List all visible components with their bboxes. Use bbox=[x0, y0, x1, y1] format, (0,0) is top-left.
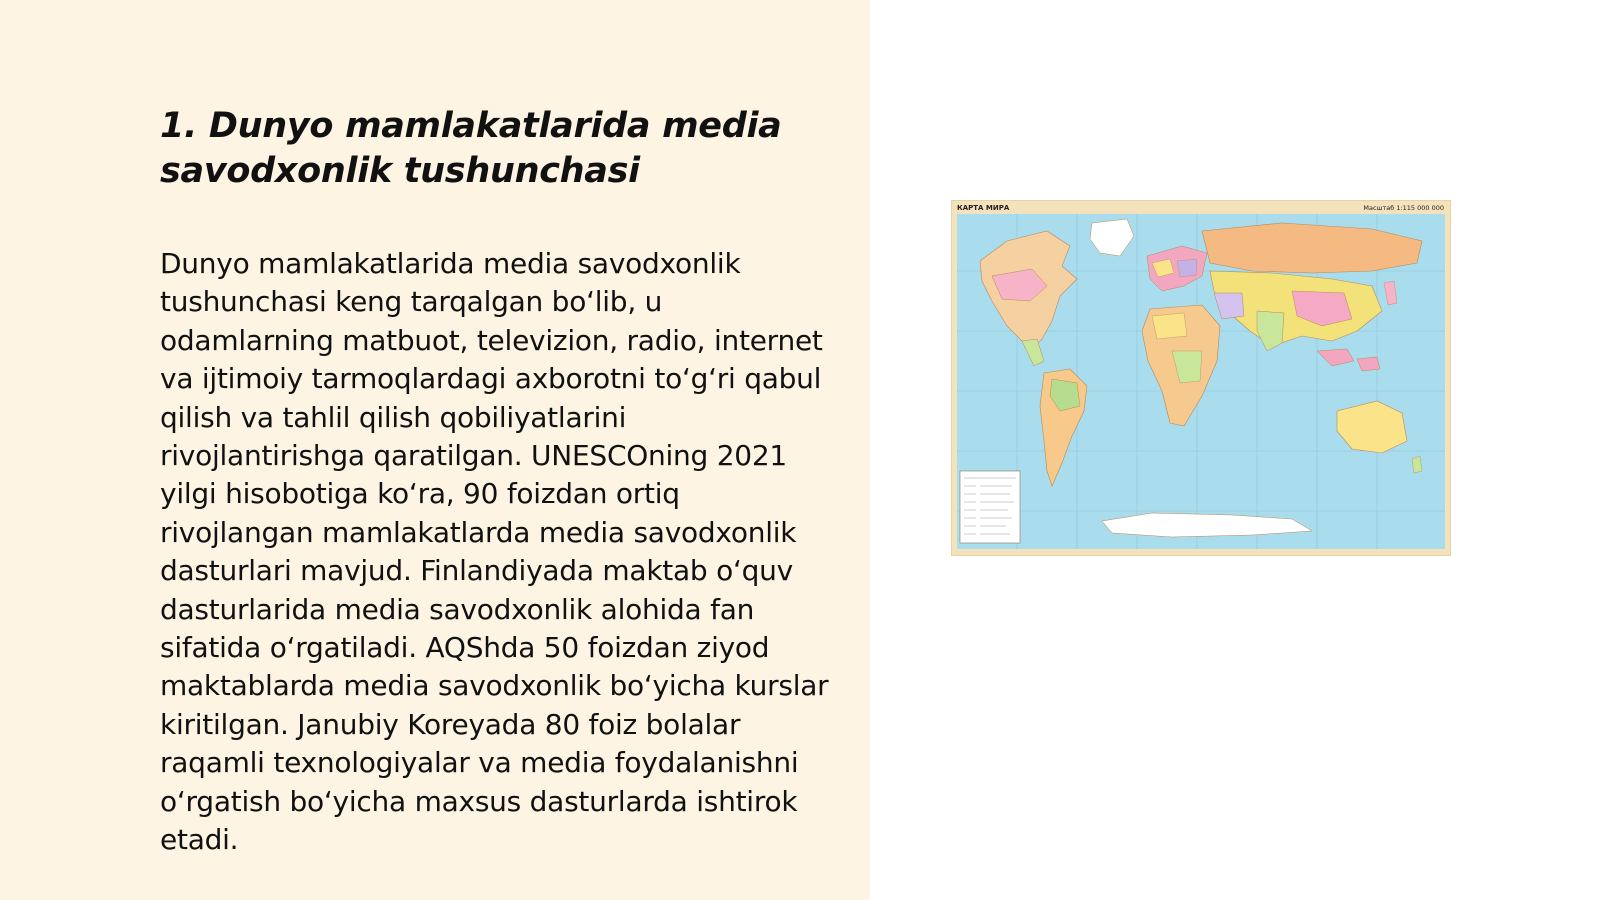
map-country-europe-b bbox=[1177, 259, 1197, 277]
map-country-new-zealand bbox=[1412, 456, 1422, 473]
map-header-scale: Масштаб 1:115 000 000 bbox=[1363, 204, 1444, 212]
map-country-africa-north bbox=[1152, 313, 1187, 339]
slide-body-text: Dunyo mamlakatlarida media savodxonlik tushunchasi keng tarqalgan bo‘lib, u odamlarning matbuot, televizion, radio, internet va ijtimoiy tarmoqlardagi axborotni to‘g‘ri qabul qilish va tahlil qilish qobiliyatlarini rivojlantirishga qaratilgan. UNESCOning 2021 yilgi hisobotiga ko‘ra, 90 foizdan ortiq rivojlangan mamlakatlarda media savodxonlik dasturlari mavjud. Finlandiyada maktab o‘quv dasturlarida media savodxonlik alohida fan sifatida o‘rgatiladi. AQShda 50 foizdan ziyod maktablarda media savodxonlik bo‘yicha kurslar kiritilgan. Janubiy Koreyada 80 foiz bolalar raqamli texnologiyalar va media foydalanishni o‘rgatish bo‘yicha maxsus dasturlarda ishtirok etadi. bbox=[160, 247, 829, 857]
world-map-image bbox=[951, 200, 1451, 556]
map-header-title: КАРТА МИРА bbox=[957, 204, 1010, 212]
slide-title: 1. Dunyo mamlakatlarida media savodxonlik tushunchasi bbox=[160, 106, 782, 191]
map-legend-box bbox=[960, 471, 1020, 543]
world-map-graphic bbox=[952, 201, 1450, 555]
